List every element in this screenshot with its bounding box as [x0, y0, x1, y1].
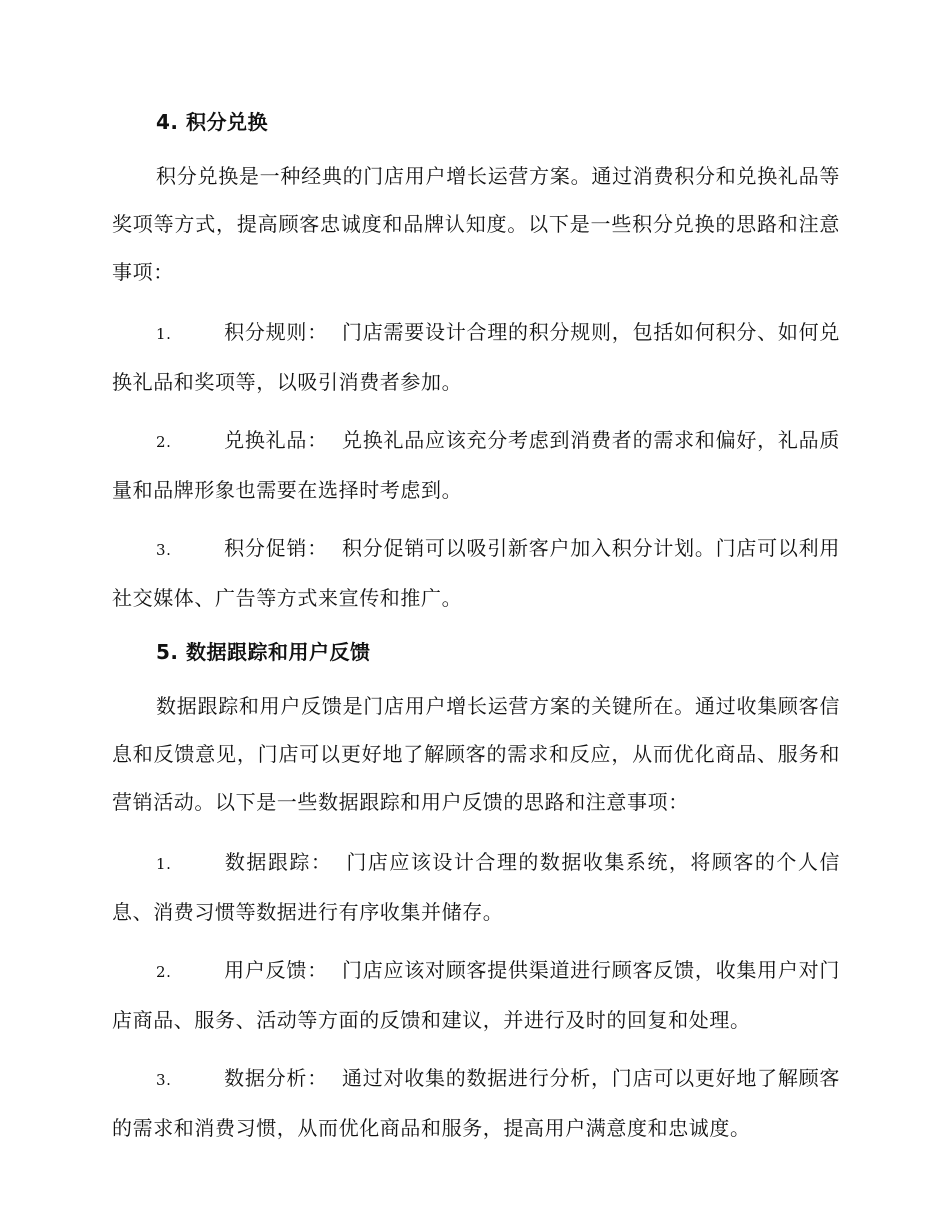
item-number: 2.	[156, 963, 172, 981]
document-page	[112, 108, 840, 1162]
section-5-intro: 数据跟踪和用户反馈是门店用户增长运营方案的关键所在。通过收集顾客信息和反馈意见，门店可以更好地了解顾客的需求和反应，从而优化商品、服务和营销活动。以下是一些数据跟踪和用户反馈的思路和注意事项：	[112, 694, 840, 814]
item-text: 门店应该对顾客提供渠道进行顾客反馈，收集用户对门店商品、服务、活动等方面的反馈和建议，并进行及时的回复和处理。	[112, 958, 840, 1032]
item-text: 门店应该设计合理的数据收集系统，将顾客的个人信息、消费习惯等数据进行有序收集并储存。	[112, 850, 840, 924]
item-number: 3.	[156, 1071, 172, 1089]
section-4-item-3	[112, 524, 840, 622]
section-4-item-2	[112, 416, 840, 514]
item-label: 用户反馈：	[224, 958, 328, 982]
item-label: 积分促销：	[224, 536, 328, 560]
item-label: 数据分析：	[224, 1066, 328, 1090]
item-number: 1.	[156, 855, 172, 873]
item-number: 3.	[156, 541, 172, 559]
item-text: 门店需要设计合理的积分规则，包括如何积分、如何兑换礼品和奖项等，以吸引消费者参加。	[112, 320, 840, 394]
item-text: 通过对收集的数据进行分析，门店可以更好地了解顾客的需求和消费习惯，从而优化商品和服务，提高用户满意度和忠诚度。	[112, 1066, 840, 1140]
item-text: 积分促销可以吸引新客户加入积分计划。门店可以利用社交媒体、广告等方式来宣传和推广。	[112, 536, 840, 610]
section-5-heading: 5. 数据跟踪和用户反馈	[156, 640, 371, 664]
item-label: 积分规则：	[224, 320, 328, 344]
section-4-heading: 4. 积分兑换	[156, 110, 268, 134]
item-label: 兑换礼品：	[224, 428, 328, 452]
section-5-item-1	[112, 838, 840, 936]
section-4-item-1	[112, 308, 840, 406]
item-number: 2.	[156, 433, 172, 451]
section-5-item-3	[112, 1054, 840, 1152]
item-text: 兑换礼品应该充分考虑到消费者的需求和偏好，礼品质量和品牌形象也需要在选择时考虑到。	[112, 428, 840, 502]
section-5-item-2	[112, 946, 840, 1044]
item-label: 数据跟踪：	[224, 850, 333, 874]
section-4-intro: 积分兑换是一种经典的门店用户增长运营方案。通过消费积分和兑换礼品等奖项等方式，提高顾客忠诚度和品牌认知度。以下是一些积分兑换的思路和注意事项：	[112, 164, 840, 284]
item-number: 1.	[156, 325, 172, 343]
